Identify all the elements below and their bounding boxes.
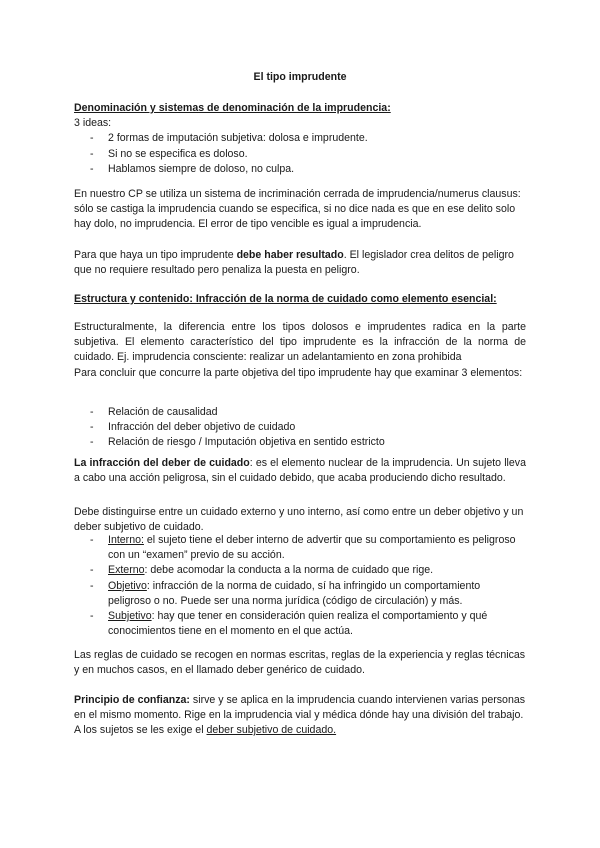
section-1-heading: Denominación y sistemas de denominación de la imprudencia: bbox=[74, 102, 391, 114]
underlined-text: deber subjetivo de cuidado. bbox=[206, 724, 337, 737]
paragraph-estructura: Estructuralmente, la diferencia entre los tipos dolosos e imprudentes radica en la parte subjetiva. El elemento característico del tipo imprudente es la infracción de la norma de cuidado. Ej. imprudencia consciente: realizar un adelantamiento en zona prohibida bbox=[74, 321, 526, 364]
section-1-intro: 3 ideas: bbox=[74, 117, 112, 130]
paragraph-distinguir: Debe distinguirse entre un cuidado externo y uno interno, así como entre un deber objetivo y un deber subjetivo de cuidado. bbox=[74, 506, 524, 534]
list-item: - Infracción del deber objetivo de cuidado bbox=[74, 420, 526, 435]
list-item: - Relación de causalidad bbox=[74, 405, 526, 420]
bold-text: debe haber resultado bbox=[236, 249, 344, 261]
list-item bbox=[74, 563, 526, 578]
section-2-list bbox=[74, 405, 526, 451]
section-1 bbox=[74, 101, 526, 177]
duty-text: el sujeto tiene el deber interno de advertir que su comportamiento es peligroso con un “examen” previo de su acción. bbox=[108, 534, 516, 562]
list-item bbox=[74, 579, 526, 609]
section-2-list-wrap bbox=[74, 405, 526, 451]
paragraph-infraccion bbox=[74, 456, 526, 486]
paragraph-concluir: Para concluir que concurre la parte objetiva del tipo imprudente hay que examinar 3 elementos: bbox=[74, 367, 523, 379]
duty-term: Externo bbox=[108, 564, 145, 577]
paragraph-resultado bbox=[74, 248, 526, 278]
paragraph-text: sirve y se aplica en la imprudencia cuando intervienen varias personas en el mismo momento. Rige en la imprudencia vial y médica dónde hay una división del trabajo. A los sujetos se les exige el bbox=[74, 694, 526, 737]
duty-term: Subjetivo bbox=[108, 610, 152, 623]
list-item: - Hablamos siempre de doloso, no culpa. bbox=[74, 162, 526, 177]
duties-list bbox=[74, 533, 526, 639]
section-2-heading: Estructura y contenido: Infracción de la norma de cuidado como elemento esencial: bbox=[74, 293, 497, 305]
bold-text: La infracción del deber de cuidado bbox=[74, 457, 250, 469]
list-item bbox=[74, 609, 526, 639]
duty-text: : infracción de la norma de cuidado, sí ha infringido un comportamiento peligroso o no. Puede ser una norma jurídica (código de circulación) y más. bbox=[108, 579, 481, 607]
paragraph-reglas: Las reglas de cuidado se recogen en normas escritas, reglas de la experiencia y reglas técnicas y en muchos casos, en el llamado deber genérico de cuidado. bbox=[74, 649, 526, 677]
bold-text: Principio de confianza: bbox=[74, 694, 190, 706]
duties-list-wrap bbox=[74, 533, 526, 639]
list-item: - Relación de riesgo / Imputación objetiva en sentido estricto bbox=[74, 435, 526, 450]
list-item: - Si no se especifica es doloso. bbox=[74, 147, 526, 162]
paragraph-numerus-clausus: En nuestro CP se utiliza un sistema de incriminación cerrada de imprudencia/numerus clausus: sólo se castiga la imprudencia cuando se especifica, si no dice nada es que en ese delito solo hay dolo, no imprudencia. El error de tipo vencible es igual a imprudencia. bbox=[74, 188, 521, 231]
list-item: - 2 formas de imputación subjetiva: dolosa e imprudente. bbox=[74, 131, 526, 146]
document-title: El tipo imprudente bbox=[253, 71, 347, 83]
list-item bbox=[74, 533, 526, 563]
duty-term: Objetivo bbox=[108, 579, 147, 592]
duty-text: : hay que tener en consideración quien realiza el comportamiento y qué conocimientos tiene en el momento en el que actúa. bbox=[108, 610, 488, 638]
duty-term: Interno: bbox=[108, 534, 144, 546]
paragraph-text: Para que haya un tipo imprudente bbox=[74, 249, 237, 261]
section-1-list bbox=[74, 131, 526, 177]
duty-text: : debe acomodar la conducta a la norma de cuidado que rige. bbox=[144, 564, 434, 577]
paragraph-text: . El legislador crea delitos de peligro que no requiere resultado pero penaliza la puesta en peligro. bbox=[74, 249, 514, 277]
paragraph-text: : es el elemento nuclear de la imprudencia. Un sujeto lleva a cabo una acción peligrosa, sin el cuidado debido, que acaba produciendo dicho resultado. bbox=[74, 457, 526, 485]
paragraph-confianza bbox=[74, 693, 526, 739]
